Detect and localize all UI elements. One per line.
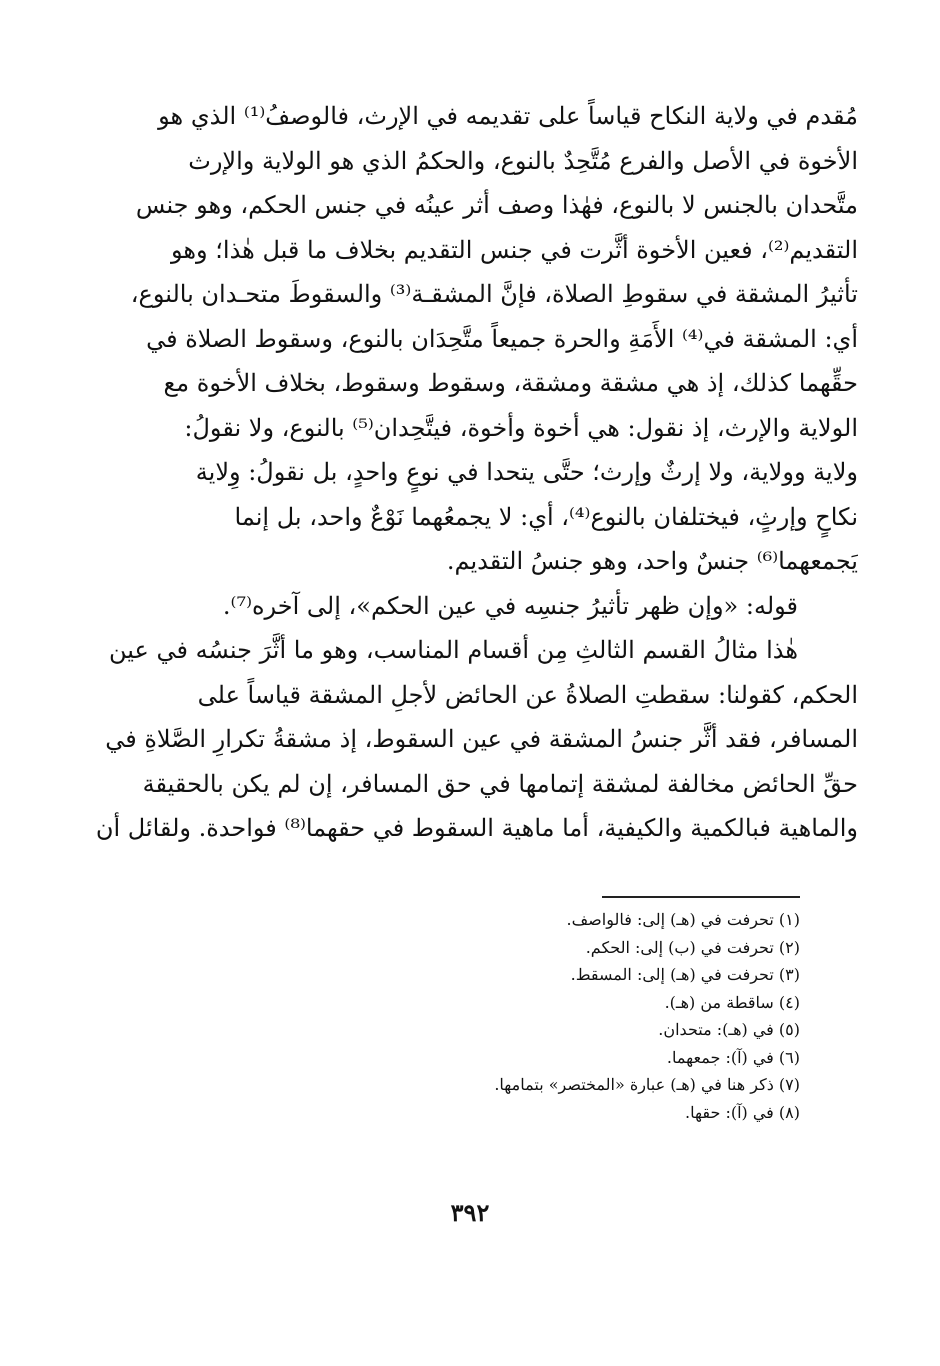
footnote: (٦) في (آ): جمعهما. (666, 1047, 800, 1067)
text-line: الأخوة في الأصل والفرع مُتَّحِدٌ بالنوع، والحكمُ الذي هو الولاية والإرث (188, 146, 858, 175)
text-line: الولاية والإرث، إذ نقول: هي أخوة وأخوة، فيتَّحِدان⁽⁵⁾ بالنوع، ولا نقولُ: (184, 413, 858, 442)
footnote: (٨) في (آ): حقها. (685, 1102, 800, 1122)
text-line: يَجمعهما⁽⁶⁾ جنسٌ واحد، وهو جنسُ التقديم. (446, 547, 858, 575)
footnote: (٥) في (هـ): متحدان. (658, 1020, 800, 1039)
text-line: ولاية وولاية، ولا إرثٌ وإرث؛ حتَّى يتحدا في نوعٍ واحدٍ، بل نقولُ: وِلاية (195, 458, 858, 486)
text-line: حقِّهما كذلك، إذ هي مشقة ومشقة، وسقوط وسقوط، بخلاف الأخوة مع (163, 369, 858, 397)
text-line: تأثيرُ المشقة في سقوطِ الصلاة، فإنَّ المشقـة⁽³⁾ والسقوطَ متحـدان بالنوع، (130, 280, 858, 308)
main-text-block (78, 94, 858, 851)
text-line: والماهية فبالكمية والكيفية، أما ماهية السقوط في حقهما⁽⁸⁾ فواحدة. ولقائل أن (95, 814, 858, 842)
text-line: حقِّ الحائض مخالفة لمشقة إتمامها في حق المسافر، إن لم يكن بالحقيقة (142, 769, 858, 798)
text-line: الحكم، كقولنا: سقطتِ الصلاةُ عن الحائض لأجلِ المشقة قياساً على (197, 680, 858, 709)
text-line: المسافر، فقد أثَّر جنسُ المشقة في عين السقوط، إذ مشقةُ تكرارِ الصَّلاةِ في (105, 725, 858, 753)
footnote-divider (602, 896, 800, 898)
text-line: نكاحٍ وإرثٍ، فيختلفان بالنوع⁽⁴⁾، أي: لا يجمعُهما نَوْعٌ واحد، بل إنما (234, 502, 858, 531)
text-line: متَّحدان بالجنس لا بالنوع، فهٰذا وصف أثر عينُه في جنس الحكم، وهو جنس (135, 191, 858, 219)
text-line: التقديم⁽²⁾، فعين الأخوة أثَّرت في جنس التقديم بخلاف ما قبل هٰذا؛ وهو (171, 235, 858, 264)
text-line: هٰذا مثالُ القسم الثالثِ مِن أقسام المناسب، وهو ما أثَّرَ جنسُه في عين (109, 636, 798, 664)
footnote: (١) تحرفت في (هـ) إلى: فالواصف. (566, 910, 800, 929)
footnote: (٤) ساقطة من (هـ). (664, 992, 800, 1012)
text-line: قوله: «وإن ظهر تأثيرُ جنسِه في عين الحكم»، إلى آخره⁽⁷⁾. (222, 591, 798, 620)
page-number: ٣٩٢ (450, 1198, 490, 1227)
footnote: (٢) تحرفت في (ب) إلى: الحكم. (585, 937, 800, 957)
footnote: (٣) تحرفت في (هـ) إلى: المسقط. (570, 965, 800, 984)
text-line: مُقدم في ولاية النكاح قياساً على تقديمه في الإرث، فالوصفُ⁽¹⁾ الذي هو (158, 102, 858, 130)
footnotes-list (360, 906, 800, 1126)
text-line: أي: المشقة في⁽⁴⁾ الأَمَةِ والحرة جميعاً متَّحِدَان بالنوع، وسقوط الصلاة في (146, 324, 858, 353)
footnote: (٧) ذكر هنا في (هـ) عبارة «المختصر» بتمامها. (494, 1075, 800, 1094)
